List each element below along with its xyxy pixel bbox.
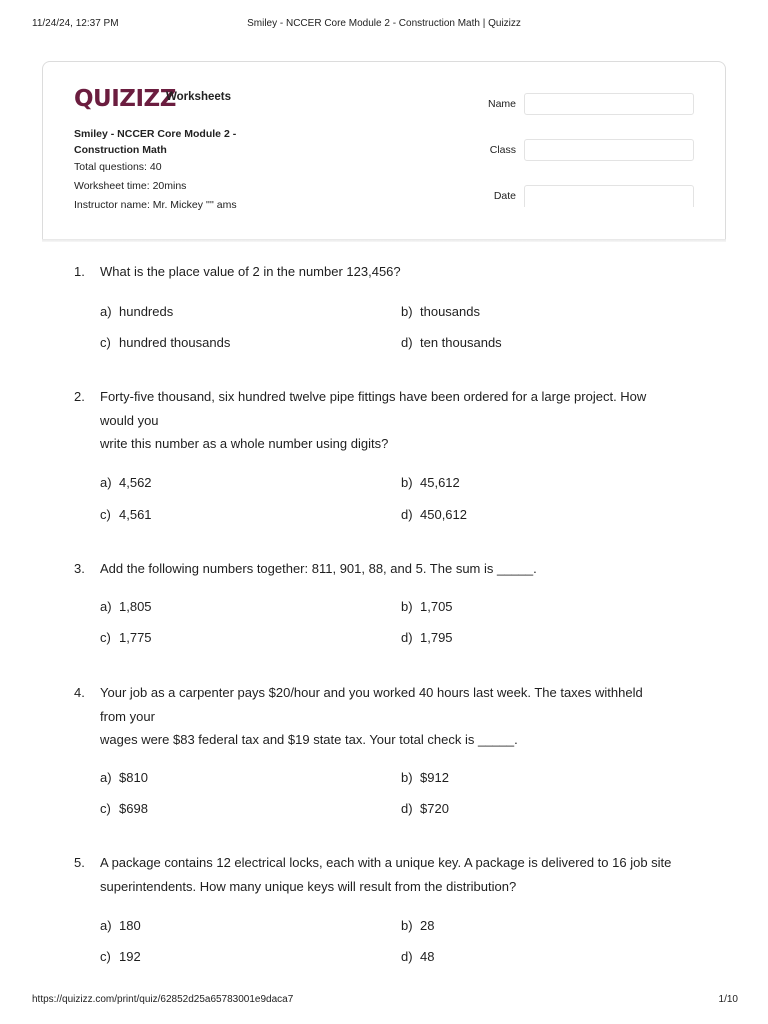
quizizz-logo: QUIZIZZ	[74, 86, 176, 112]
option-letter: a)	[100, 770, 112, 785]
page-indicator: 1/10	[718, 994, 738, 1005]
option-text: 450,612	[420, 507, 467, 522]
option-text: 192	[119, 949, 141, 964]
print-page-title: Smiley - NCCER Core Module 2 - Construction Math | Quizizz	[247, 18, 521, 29]
option-letter: a)	[100, 475, 112, 490]
question-number: 3.	[74, 561, 85, 576]
option-text: 180	[119, 918, 141, 933]
option-text: $698	[119, 801, 148, 816]
option-text: hundreds	[119, 304, 174, 319]
option-b[interactable]	[401, 304, 480, 319]
option-d[interactable]	[401, 335, 502, 350]
option-b[interactable]	[401, 475, 460, 490]
option-text: ten thousands	[420, 335, 502, 350]
option-text: 48	[420, 949, 435, 964]
option-d[interactable]	[401, 801, 449, 816]
option-letter: d)	[401, 507, 413, 522]
option-letter: b)	[401, 304, 413, 319]
option-d[interactable]	[401, 507, 467, 522]
option-c[interactable]	[100, 335, 230, 350]
option-a[interactable]	[100, 304, 173, 319]
option-text: 1,795	[420, 630, 453, 645]
option-text: 4,561	[119, 507, 152, 522]
option-text: 1,775	[119, 630, 152, 645]
worksheet-title-line-1: Smiley - NCCER Core Module 2 -	[74, 128, 237, 140]
option-letter: b)	[401, 475, 413, 490]
option-letter: c)	[100, 630, 111, 645]
worksheet-title-line-2: Construction Math	[74, 144, 167, 156]
option-b[interactable]	[401, 770, 449, 785]
option-text: 1,705	[420, 599, 453, 614]
option-b[interactable]	[401, 599, 453, 614]
question-number: 5.	[74, 855, 85, 870]
date-label: Date	[493, 190, 516, 202]
header-divider	[42, 239, 726, 242]
question-line: Forty-five thousand, six hundred twelve pipe fittings have been ordered for a large project. How	[100, 389, 647, 404]
option-text: $810	[119, 770, 148, 785]
question-text	[100, 681, 700, 752]
question-text	[100, 385, 700, 456]
name-field[interactable]	[524, 93, 694, 115]
question-text	[100, 557, 700, 581]
option-letter: c)	[100, 507, 111, 522]
option-letter: d)	[401, 335, 413, 350]
option-text: 45,612	[420, 475, 460, 490]
worksheet-title	[74, 126, 294, 158]
option-c[interactable]	[100, 630, 152, 645]
question-text	[100, 851, 700, 898]
option-text: $912	[420, 770, 449, 785]
print-url: https://quizizz.com/print/quiz/62852d25a65783001e9daca7	[32, 994, 294, 1005]
option-text: 28	[420, 918, 435, 933]
date-field[interactable]	[524, 185, 694, 207]
class-label: Class	[489, 144, 516, 156]
option-letter: b)	[401, 599, 413, 614]
option-letter: a)	[100, 599, 112, 614]
logo-subtitle: Worksheets	[166, 91, 231, 103]
question-line: would you	[100, 412, 159, 428]
option-a[interactable]	[100, 770, 148, 785]
question-line: write this number as a whole number using digits?	[100, 436, 389, 451]
option-letter: c)	[100, 335, 111, 350]
question-line: What is the place value of 2 in the number 123,456?	[100, 264, 401, 279]
worksheet-time: Worksheet time: 20mins	[74, 180, 187, 192]
option-letter: d)	[401, 949, 413, 964]
question-line: Add the following numbers together: 811, 901, 88, and 5. The sum is _____.	[100, 561, 537, 576]
question-number: 2.	[74, 389, 85, 404]
instructor-name: Instructor name: Mr. Mickey '''' ams	[74, 199, 237, 211]
question-number: 4.	[74, 685, 85, 700]
option-letter: c)	[100, 801, 111, 816]
question-line: superintendents. How many unique keys will result from the distribution?	[100, 878, 517, 894]
print-datetime: 11/24/24, 12:37 PM	[32, 18, 119, 29]
question-line: Your job as a carpenter pays $20/hour and you worked 40 hours last week. The taxes withheld	[100, 685, 643, 700]
class-field[interactable]	[524, 139, 694, 161]
option-a[interactable]	[100, 599, 152, 614]
option-d[interactable]	[401, 630, 453, 645]
question-number: 1.	[74, 264, 85, 279]
option-text: thousands	[420, 304, 480, 319]
option-letter: b)	[401, 918, 413, 933]
option-b[interactable]	[401, 918, 434, 933]
print-header	[0, 18, 768, 34]
question-line: wages were $83 federal tax and $19 state tax. Your total check is _____.	[100, 732, 518, 747]
option-letter: c)	[100, 949, 111, 964]
question-line: A package contains 12 electrical locks, each with a unique key. A package is delivered to 16 job site	[100, 855, 672, 870]
option-text: 4,562	[119, 475, 152, 490]
option-a[interactable]	[100, 918, 141, 933]
question-text	[100, 260, 700, 284]
option-letter: a)	[100, 918, 112, 933]
option-text: 1,805	[119, 599, 152, 614]
option-text: hundred thousands	[119, 335, 231, 350]
option-a[interactable]	[100, 475, 152, 490]
name-label: Name	[487, 98, 516, 110]
option-c[interactable]	[100, 949, 141, 964]
option-letter: b)	[401, 770, 413, 785]
question-line: from your	[100, 708, 155, 724]
total-questions: Total questions: 40	[74, 161, 162, 173]
option-letter: a)	[100, 304, 112, 319]
option-c[interactable]	[100, 801, 148, 816]
option-letter: d)	[401, 630, 413, 645]
option-d[interactable]	[401, 949, 434, 964]
print-footer	[0, 994, 768, 1010]
option-letter: d)	[401, 801, 413, 816]
option-c[interactable]	[100, 507, 152, 522]
option-text: $720	[420, 801, 449, 816]
